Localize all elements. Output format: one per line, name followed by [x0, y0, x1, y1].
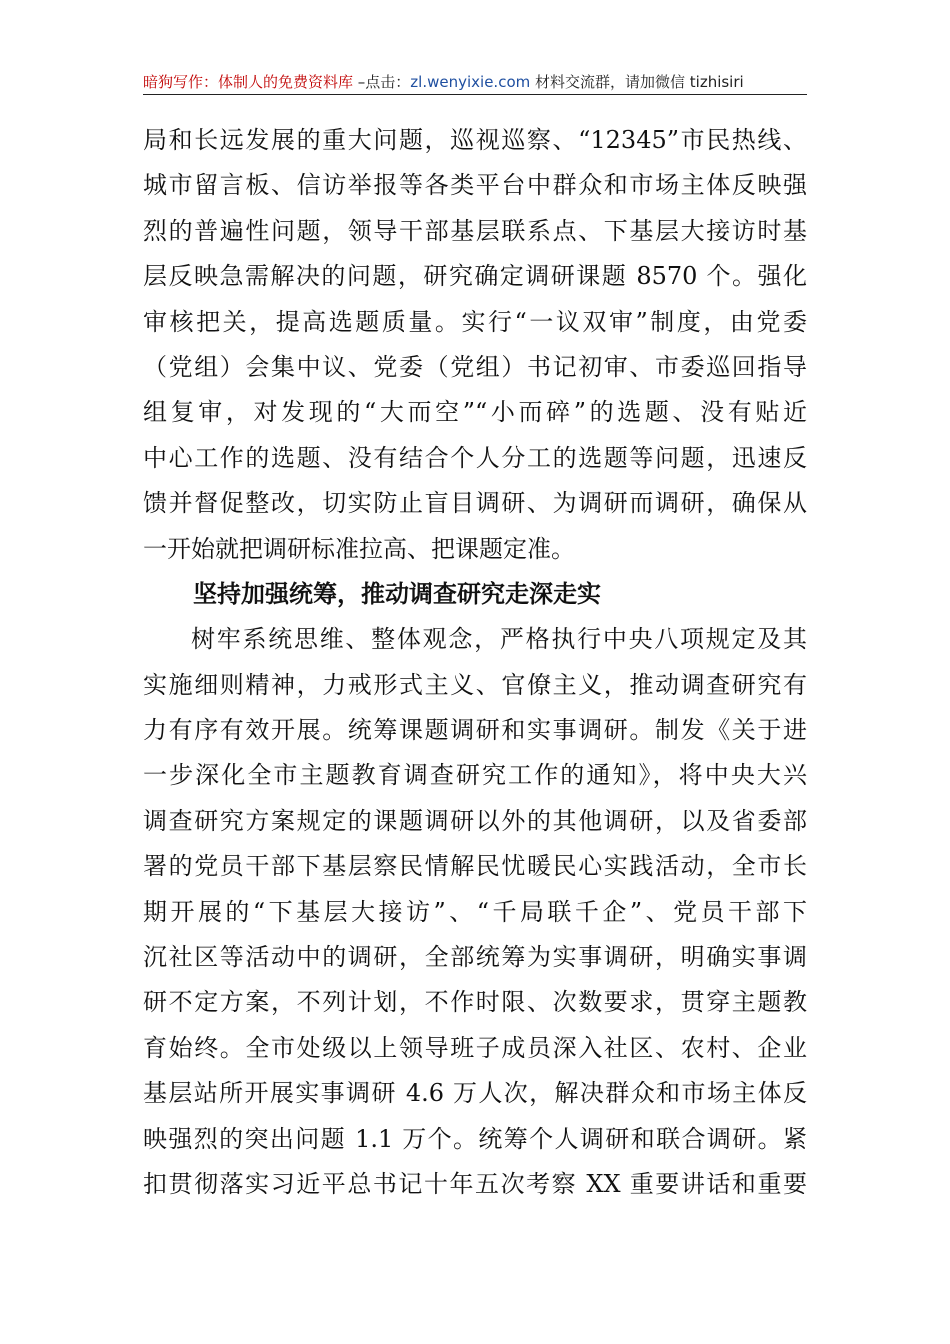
text-line: 沉社区等活动中的调研，全部统筹为实事调研，明确实事调	[143, 943, 807, 972]
text-line: 中心工作的选题、没有结合个人分工的选题等问题，迅速反	[143, 443, 807, 472]
text-line: 馈并督促整改，切实防止盲目调研、为调研而调研，确保从	[143, 489, 807, 518]
text-line: 研不定方案，不列计划，不作时限、次数要求，贯穿主题教	[143, 988, 807, 1017]
text-line: 树牢系统思维、整体观念，严格执行中央八项规定及其	[191, 625, 807, 654]
header-divider	[143, 94, 807, 95]
header-brand: 暗狗写作：体制人的免费资料库	[143, 73, 354, 91]
text-line: 烈的普遍性问题，领导干部基层联系点、下基层大接访时基	[143, 216, 807, 245]
text-line: 一开始就把调研标准拉高、把课题定准。	[143, 534, 575, 563]
text-line: 一步深化全市主题教育调查研究工作的通知》，将中央大兴	[143, 761, 807, 790]
text-line: （党组）会集中议、党委（党组）书记初审、市委巡回指导	[143, 352, 807, 381]
document-body	[143, 118, 807, 1207]
text-line: 组复审，对发现的“大而空”“小而碎”的选题、没有贴近	[143, 398, 807, 427]
text-line: 城市留言板、信访举报等各类平台中群众和市场主体反映强	[143, 171, 807, 200]
paragraph-1	[143, 118, 807, 572]
text-line: 育始终。全市处级以上领导班子成员深入社区、农村、企业	[143, 1033, 807, 1062]
text-line: 映强烈的突出问题 1.1 万个。统筹个人调研和联合调研。紧	[143, 1124, 807, 1153]
text-line: 审核把关，提高选题质量。实行“一议双审”制度，由党委	[143, 307, 807, 336]
text-line: 调查研究方案规定的课题调研以外的其他调研，以及省委部	[143, 806, 807, 835]
header-click-prefix: –点击：	[353, 73, 411, 91]
page-header	[143, 72, 807, 96]
text-line: 局和长远发展的重大问题，巡视巡察、“12345”市民热线、	[143, 126, 807, 154]
text-line: 期开展的“下基层大接访”、“千局联千企”、党员干部下	[143, 897, 807, 926]
header-url-link[interactable]: zl.wenyixie.com	[410, 73, 531, 91]
section-heading: 坚持加强统筹，推动调查研究走深走实	[193, 579, 601, 608]
text-line: 署的党员干部下基层察民情解民忧暖民心实践活动，全市长	[143, 852, 807, 881]
text-line: 基层站所开展实事调研 4.6 万人次，解决群众和市场主体反	[143, 1079, 807, 1108]
header-contact: 材料交流群，请加微信 tizhisiri	[530, 73, 744, 91]
text-line: 扣贯彻落实习近平总书记十年五次考察 XX 重要讲话和重要	[143, 1169, 807, 1198]
paragraph-2	[143, 617, 807, 1207]
text-line: 力有序有效开展。统筹课题调研和实事调研。制发《关于进	[143, 716, 807, 745]
text-line: 层反映急需解决的问题，研究确定调研课题 8570 个。强化	[143, 262, 807, 291]
text-line: 实施细则精神，力戒形式主义、官僚主义，推动调查研究有	[143, 670, 807, 699]
